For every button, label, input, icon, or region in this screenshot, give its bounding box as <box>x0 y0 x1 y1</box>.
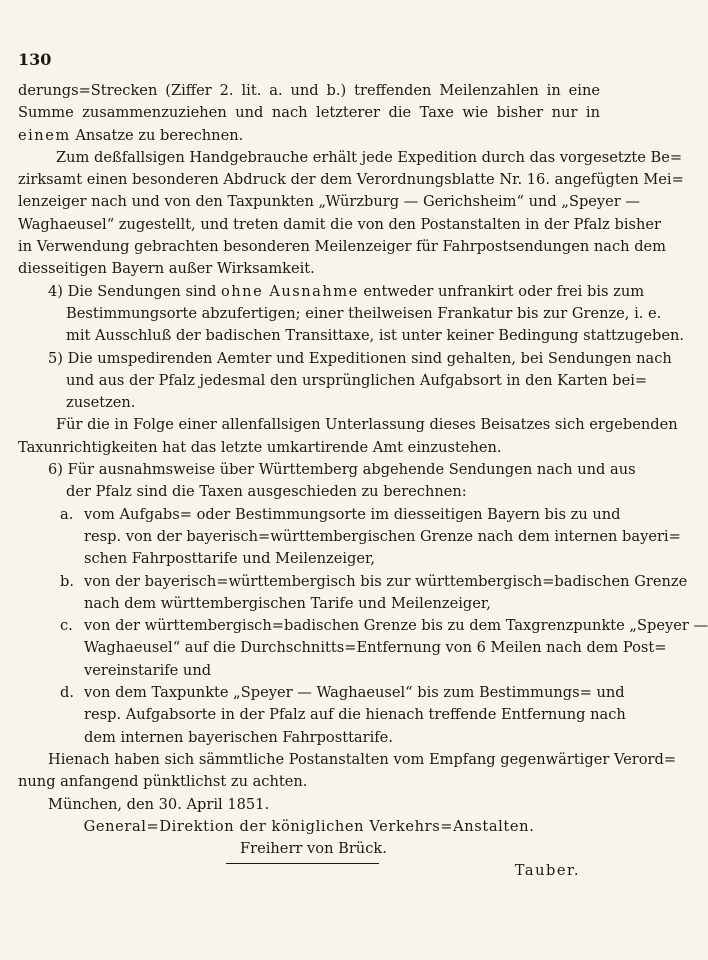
sub-item-a: a. vom Aufgabs= oder Bestimmungsorte im diesseitigen Bayern bis zu und <box>18 504 600 526</box>
issuer-line: General=Direktion der königlichen Verkehrs=Anstalten. <box>83 817 535 835</box>
text-line: resp. Aufgabsorte in der Pfalz auf die hienach treffende Entfernung nach <box>84 706 626 724</box>
text-line: zirksamt einen besonderen Abdruck der dem Verordnungsblatte Nr. 16. angefügten Mei= <box>18 171 684 189</box>
item-marker: a. <box>60 505 74 523</box>
text-line: Zum deßfallsigen Handgebrauche erhält jede Expedition durch das vorgesetzte Be= <box>56 148 683 166</box>
text-line: dem internen bayerischen Fahrposttarife. <box>84 728 393 746</box>
text-line: Taxunrichtigkeiten hat das letzte umkartirende Amt einzustehen. <box>18 438 502 456</box>
sub-item-b: b. von der bayerisch=württembergisch bis zur württembergisch=badischen Grenze <box>18 571 600 593</box>
text-line: resp. von der bayerisch=württembergischen Grenze nach dem internen bayeri= <box>84 527 681 545</box>
countersignature: Tauber. <box>514 862 580 880</box>
emphasis: einem <box>18 126 71 144</box>
text-line: Hienach haben sich sämmtliche Postanstalten vom Empfang gegenwärtiger Verord= <box>48 750 677 768</box>
text-line: nung anfangend pünktlichst zu achten. <box>18 773 308 791</box>
text-line: derungs=Strecken (Ziffer 2. lit. a. und b.) treffenden Meilenzahlen in eine <box>18 82 600 99</box>
emphasis: ohne Ausnahme <box>221 282 359 300</box>
text-line: diesseitigen Bayern außer Wirksamkeit. <box>18 260 315 278</box>
closing-rule <box>226 863 379 864</box>
sub-item-d: d. von dem Taxpunkte „Speyer — Waghaeusel“ bis zum Bestimmungs= und <box>18 682 600 704</box>
text-line: Bestimmungsorte abzufertigen; einer theilweisen Frankatur bis zur Grenze, i. e. <box>66 304 662 322</box>
text-line: Summe zusammenzuziehen und nach letzterer die Taxe wie bisher nur in <box>18 104 600 122</box>
text-line: zusetzen. <box>66 394 136 412</box>
text-line: lenzeiger nach und von den Taxpunkten „Würzburg — Gerichsheim“ und „Speyer — <box>18 193 641 211</box>
list-item-4: 4) Die Sendungen sind ohne Ausnahme entweder unfrankirt oder frei bis zum <box>48 282 645 300</box>
body-text <box>18 80 708 883</box>
text-line: Waghaeusel“ auf die Durchschnitts=Entfernung von 6 Meilen nach dem Post= <box>84 639 667 657</box>
text-line: und aus der Pfalz jedesmal den ursprünglichen Aufgabsort in den Karten bei= <box>66 371 648 389</box>
text-line: mit Ausschluß der badischen Transittaxe, ist unter keiner Bedingung stattzugeben. <box>66 327 685 345</box>
text-line: vereinstarife und <box>84 661 212 679</box>
text-line: einem Ansatze zu berechnen. <box>18 126 244 144</box>
text-line: Für die in Folge einer allenfallsigen Unterlassung dieses Beisatzes sich ergebenden <box>56 416 678 434</box>
list-item-5: 5) Die umspedirenden Aemter und Expeditionen sind gehalten, bei Sendungen nach <box>48 349 672 367</box>
item-marker: b. <box>60 572 74 590</box>
item-marker: c. <box>60 617 73 635</box>
text-line: in Verwendung gebrachten besonderen Meilenzeiger für Fahrpostsendungen nach dem <box>18 238 667 256</box>
page-number: 130 <box>18 50 52 69</box>
date-line: München, den 30. April 1851. <box>48 795 270 813</box>
text-line: Waghaeusel“ zugestellt, und treten damit die von den Postanstalten in der Pfalz bisher <box>18 215 662 233</box>
signatory-name: Freiherr von Brück. <box>240 840 387 858</box>
sub-item-c: c. von der württembergisch=badischen Grenze bis zu dem Taxgrenzpunkte „Speyer — <box>18 615 600 637</box>
list-item-6: 6) Für ausnahmsweise über Württemberg abgehende Sendungen nach und aus <box>48 461 636 479</box>
text-line: nach dem württembergischen Tarife und Meilenzeiger, <box>84 594 491 612</box>
text-line: schen Fahrposttarife und Meilenzeiger, <box>84 550 376 568</box>
text-line: der Pfalz sind die Taxen ausgeschieden zu berechnen: <box>66 483 467 501</box>
item-marker: d. <box>60 684 74 702</box>
